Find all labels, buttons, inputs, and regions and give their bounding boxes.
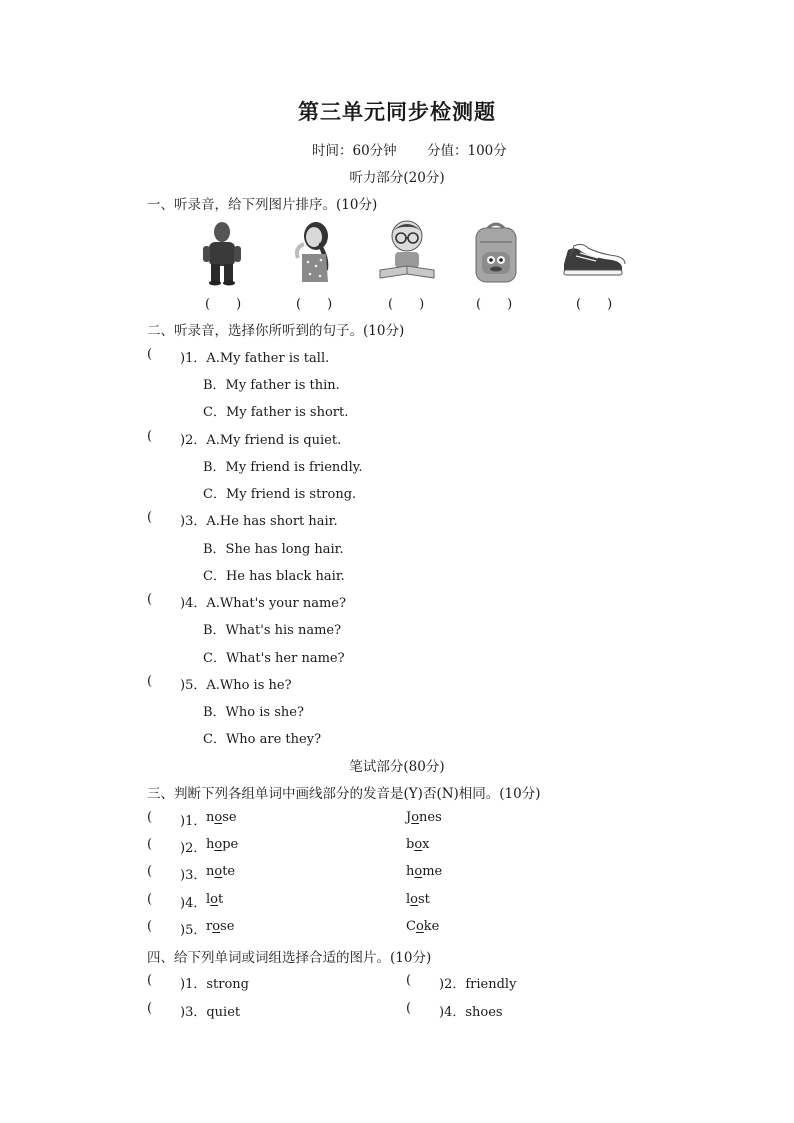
listening-header: 听力部分(20分) xyxy=(349,170,445,186)
boy-reading-icon xyxy=(378,218,436,286)
option-c: C．What's her name? xyxy=(203,651,345,666)
picture-blank-1[interactable]: ( ) xyxy=(205,297,242,312)
option-b: B．What's his name? xyxy=(203,623,342,638)
picture-blank-5[interactable]: ( ) xyxy=(576,297,613,312)
option-c: C．Who are they? xyxy=(203,732,322,747)
word-2: lost xyxy=(406,892,430,907)
section1-title: 一、听录音，给下列图片排序。(10分) xyxy=(147,197,378,213)
option-a: )5．A.Who is he? xyxy=(180,678,292,693)
word-2: Jones xyxy=(406,810,442,825)
answer-paren-open[interactable]: ( xyxy=(406,1001,412,1016)
option-a: )3．A.He has short hair. xyxy=(180,514,338,529)
option-b: B．My father is thin. xyxy=(203,378,340,393)
schoolbag-icon xyxy=(472,222,520,286)
option-a: )1．A.My father is tall. xyxy=(180,351,330,366)
answer-paren-open[interactable]: ( xyxy=(147,864,153,879)
man-figure-icon xyxy=(197,220,247,286)
item-number: )2． xyxy=(180,841,207,856)
written-header: 笔试部分(80分) xyxy=(349,759,445,775)
item-number: )4． xyxy=(180,896,207,911)
answer-paren-open[interactable]: ( xyxy=(406,973,412,988)
vocab-item-strong: )1．strong xyxy=(180,977,249,992)
word-2: home xyxy=(406,864,443,879)
answer-paren-open[interactable]: ( xyxy=(147,592,153,607)
answer-paren-open[interactable]: ( xyxy=(147,919,153,934)
answer-paren-open[interactable]: ( xyxy=(147,810,153,825)
picture-blank-3[interactable]: ( ) xyxy=(388,297,425,312)
item-number: )5． xyxy=(180,923,207,938)
picture-blank-4[interactable]: ( ) xyxy=(476,297,513,312)
answer-paren-open[interactable]: ( xyxy=(147,674,153,689)
option-c: C．My friend is strong. xyxy=(203,487,357,502)
score-info: 分值：100分 xyxy=(427,143,507,159)
section2-title: 二、听录音，选择你所听到的句子。(10分) xyxy=(147,323,405,339)
girl-thinking-icon xyxy=(290,220,338,286)
word-1: note xyxy=(206,864,236,879)
section4-title: 四、给下列单词或词组选择合适的图片。(10分) xyxy=(147,950,432,966)
vocab-item-friendly: )2．friendly xyxy=(439,977,517,992)
sneakers-icon xyxy=(562,242,626,282)
option-b: B．Who is she? xyxy=(203,705,304,720)
answer-paren-open[interactable]: ( xyxy=(147,837,153,852)
picture-blank-2[interactable]: ( ) xyxy=(296,297,333,312)
item-number: )1． xyxy=(180,814,207,829)
section3-title: 三、判断下列各组单词中画线部分的发音是(Y)否(N)相同。(10分) xyxy=(147,786,541,802)
option-b: B．My friend is friendly. xyxy=(203,460,363,475)
option-a: )4．A.What's your name? xyxy=(180,596,346,611)
answer-paren-open[interactable]: ( xyxy=(147,510,153,525)
time-info: 时间：60分钟 xyxy=(312,143,397,159)
word-2: Coke xyxy=(406,919,440,934)
answer-paren-open[interactable]: ( xyxy=(147,892,153,907)
answer-paren-open[interactable]: ( xyxy=(147,429,153,444)
option-c: C．He has black hair. xyxy=(203,569,345,584)
answer-paren-open[interactable]: ( xyxy=(147,973,153,988)
item-number: )3． xyxy=(180,868,207,883)
page-title: 第三单元同步检测题 xyxy=(298,99,496,124)
option-c: C．My father is short. xyxy=(203,405,349,420)
answer-paren-open[interactable]: ( xyxy=(147,347,153,362)
word-2: box xyxy=(406,837,430,852)
word-1: lot xyxy=(206,892,224,907)
word-1: hope xyxy=(206,837,239,852)
option-a: )2．A.My friend is quiet. xyxy=(180,433,342,448)
answer-paren-open[interactable]: ( xyxy=(147,1001,153,1016)
vocab-item-quiet: )3．quiet xyxy=(180,1005,241,1020)
vocab-item-shoes: )4．shoes xyxy=(439,1005,503,1020)
word-1: rose xyxy=(206,919,235,934)
word-1: nose xyxy=(206,810,237,825)
option-b: B．She has long hair. xyxy=(203,542,344,557)
